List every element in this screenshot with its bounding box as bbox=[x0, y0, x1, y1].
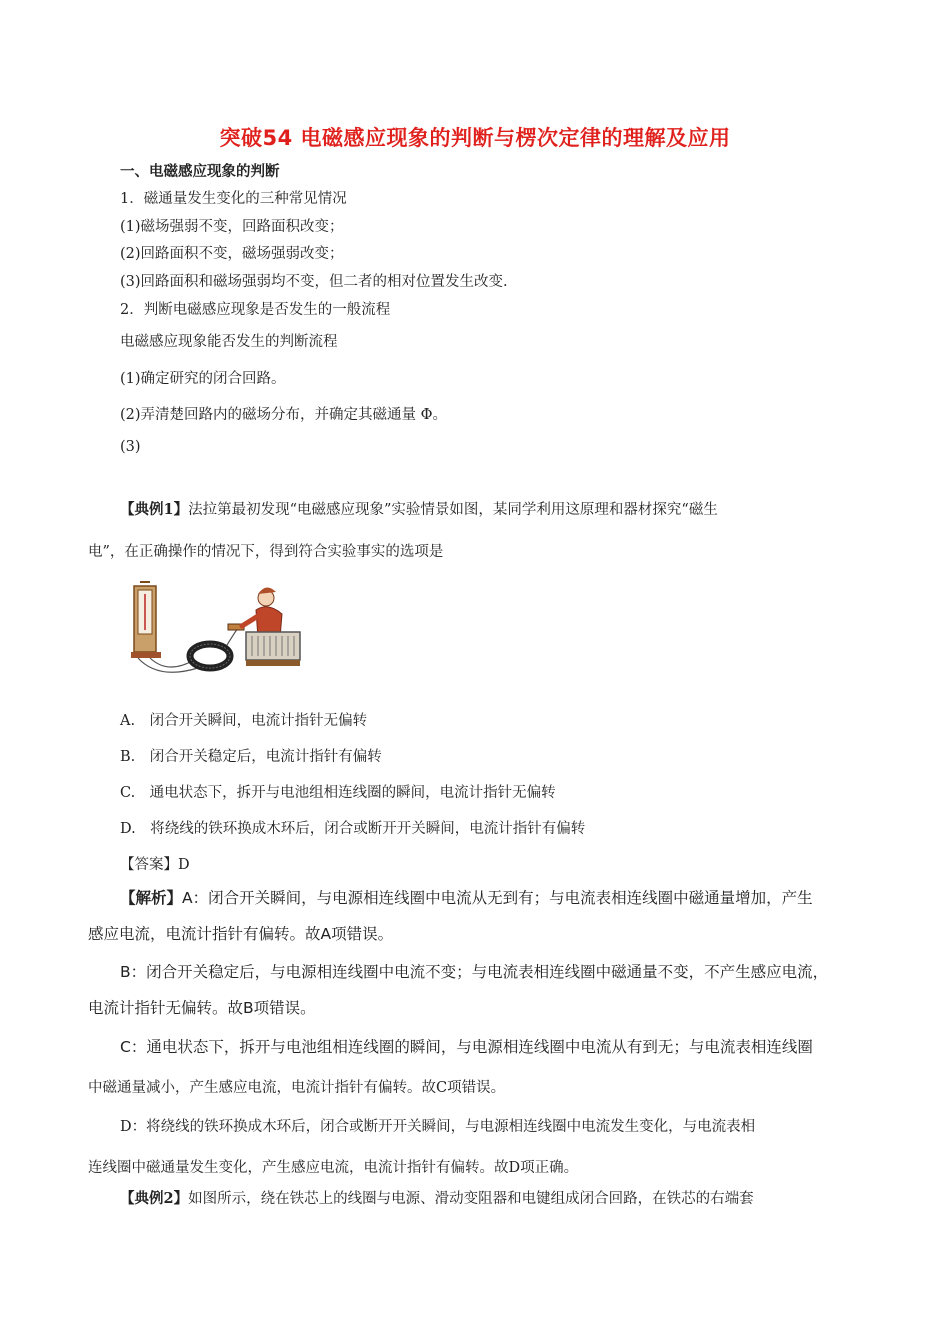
analysis-d-line2: 连线圈中磁通量发生变化，产生感应电流，电流计指针有偏转。故D项正确。 bbox=[88, 1160, 579, 1176]
example1-label: 【典例1】 bbox=[120, 501, 189, 518]
example1-line2: 电”，在正确操作的情况下，得到符合实验事实的选项是 bbox=[88, 544, 444, 560]
example1-line1 bbox=[120, 498, 718, 519]
case-1: (1)磁场强弱不变，回路面积改变； bbox=[120, 219, 344, 235]
option-a: A. 闭合开关瞬间，电流计指针无偏转 bbox=[120, 713, 368, 729]
analysis-a-line1 bbox=[120, 886, 813, 908]
section-heading: 一、电磁感应现象的判断 bbox=[120, 164, 280, 180]
example1-text: 法拉第最初发现“电磁感应现象”实验情景如图，某同学利用这原理和器材探究“磁生 bbox=[188, 502, 718, 518]
battery-box bbox=[246, 632, 300, 660]
analysis-c-line1: C：通电状态下，拆开与电池组相连线圈的瞬间，与电源相连线圈中电流从有到无；与电流表相连线圈 bbox=[120, 1038, 813, 1056]
option-b: B. 闭合开关稳定后，电流计指针有偏转 bbox=[120, 749, 382, 765]
step-1: (1)确定研究的闭合回路。 bbox=[120, 371, 286, 387]
analysis-a-text: A：闭合开关瞬间，与电源相连线圈中电流从无到有；与电流表相连线圈中磁通量增加，产生 bbox=[182, 889, 813, 907]
answer: 【答案】D bbox=[120, 857, 190, 873]
option-d: D. 将绕线的铁环换成木环后，闭合或断开开关瞬间，电流计指针有偏转 bbox=[120, 821, 586, 837]
step-2: (2)弄清楚回路内的磁场分布，并确定其磁通量 Φ。 bbox=[120, 407, 448, 423]
step-3: (3) bbox=[120, 439, 141, 455]
flow-title: 电磁感应现象能否发生的判断流程 bbox=[120, 334, 338, 350]
analysis-label: 【解析】 bbox=[120, 889, 183, 907]
item-2: 2．判断电磁感应现象是否发生的一般流程 bbox=[120, 302, 391, 318]
analysis-d-line1: D：将绕线的铁环换成木环后，闭合或断开开关瞬间，与电源相连线圈中电流发生变化，与电流表相 bbox=[120, 1119, 756, 1135]
page-title: 突破54 电磁感应现象的判断与楞次定律的理解及应用 bbox=[219, 126, 731, 150]
analysis-c-line2: 中磁通量减小，产生感应电流，电流计指针有偏转。故C项错误。 bbox=[88, 1080, 506, 1096]
case-3: (3)回路面积和磁场强弱均不变，但二者的相对位置发生改变. bbox=[120, 274, 508, 290]
analysis-b-line2: 电流计指针无偏转。故B项错误。 bbox=[88, 999, 316, 1017]
example2-label: 【典例2】 bbox=[120, 1190, 189, 1207]
galvanometer-base bbox=[131, 652, 161, 658]
option-c: C. 通电状态下，拆开与电池组相连线圈的瞬间，电流计指针无偏转 bbox=[120, 785, 556, 801]
example2-line1 bbox=[120, 1187, 754, 1208]
analysis-a-line2: 感应电流，电流计指针有偏转。故A项错误。 bbox=[88, 925, 394, 943]
case-2: (2)回路面积不变，磁场强弱改变； bbox=[120, 246, 344, 262]
faraday-experiment-figure bbox=[128, 580, 306, 680]
example2-text: 如图所示，绕在铁芯上的线圈与电源、滑动变阻器和电键组成闭合回路，在铁芯的右端套 bbox=[188, 1191, 754, 1207]
item-1: 1．磁通量发生变化的三种常见情况 bbox=[120, 191, 347, 207]
analysis-b-line1: B：闭合开关稳定后，与电源相连线圈中电流不变；与电流表相连线圈中磁通量不变，不产生感应电流， bbox=[120, 963, 829, 981]
